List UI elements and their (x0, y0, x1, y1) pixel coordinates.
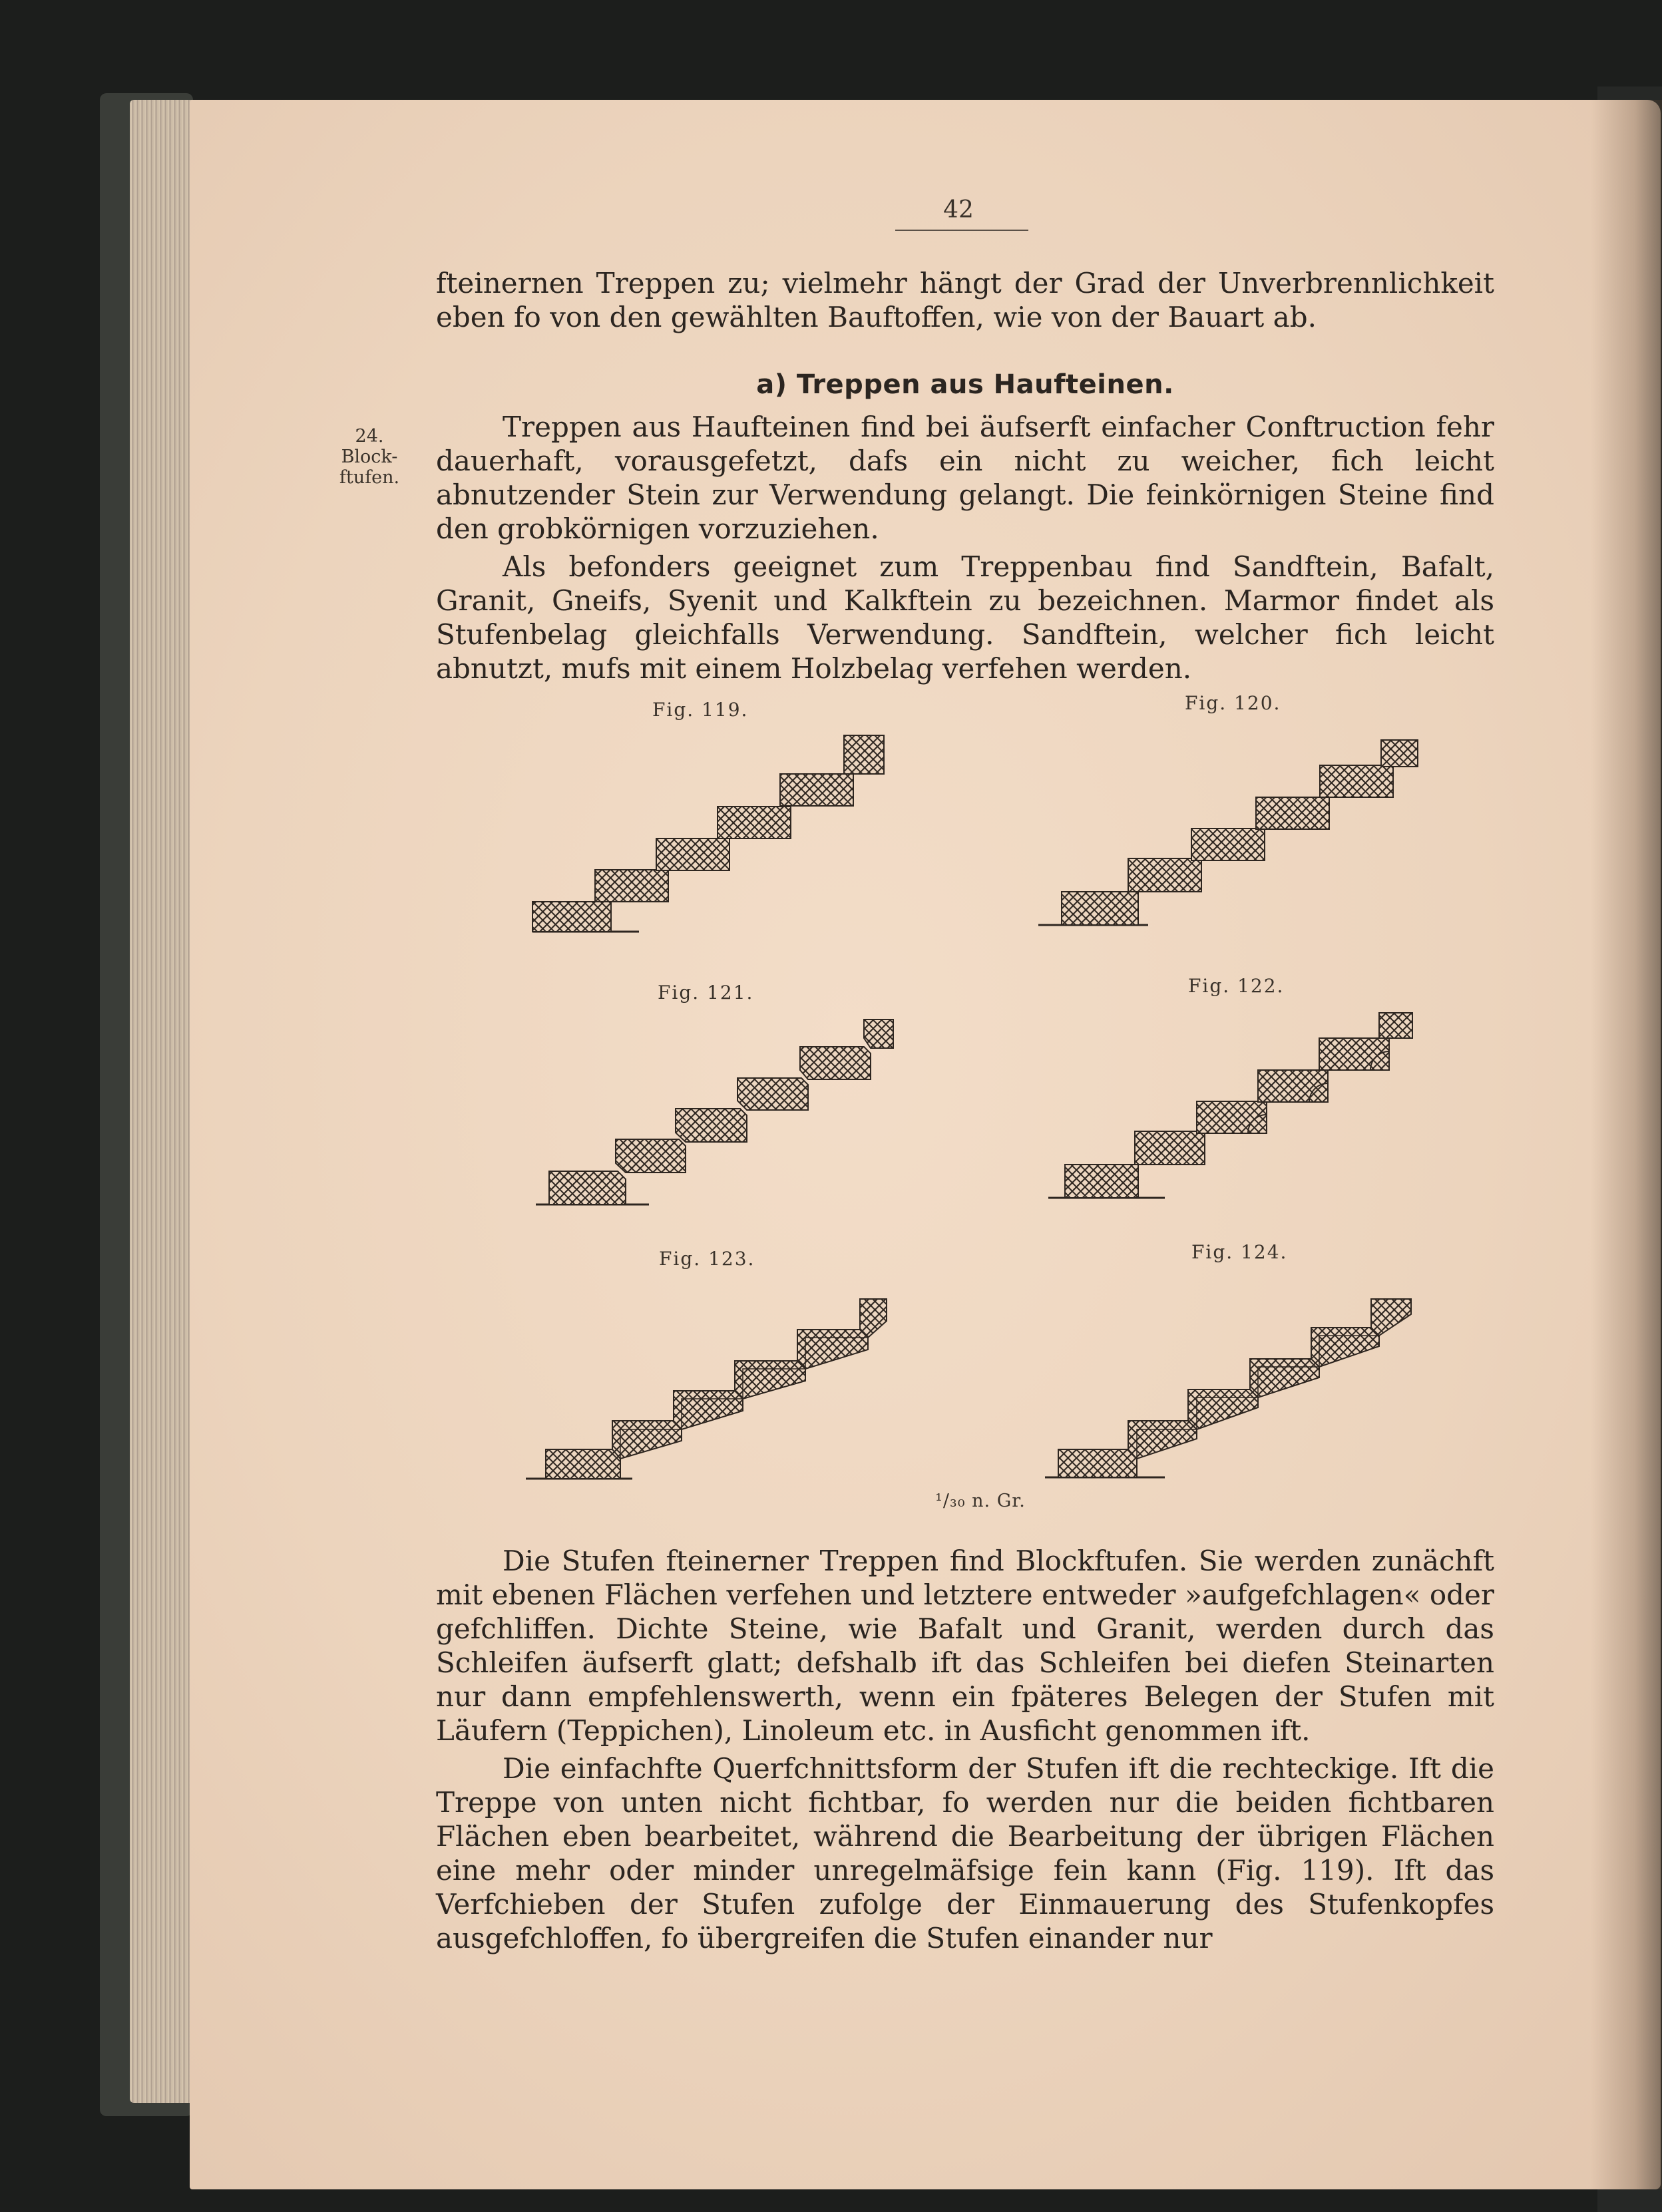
fig-119-drawing (526, 725, 899, 938)
page-number-rule (895, 230, 1028, 231)
paragraph-4: Die einfachfte Querfchnittsform der Stufen ift die rechteckige. Ift die Treppe von unten nicht fichtbar, fo werden nur die beiden fichtbaren Flächen eben bearbeitet, während die Bearbeitung der übrigen Flächen eine mehr oder minder unregelmäfsige fein kann (Fig. 119). Ift das Verfchieben der Stufen zufolge der Einmauerung des Stufenkopfes ausgefchloffen, fo übergreifen die Stufen einander nur (436, 1752, 1494, 1954)
continuation-text (436, 266, 1494, 334)
paragraph-3: Die Stufen fteinerner Treppen find Blockftufen. Sie werden zunächft mit ebenen Flächen verfehen und letztere entweder »aufgefchlagen« oder gefchliffen. Dichte Steine, wie Bafalt und Granit, werden durch das Schleifen äufserft glatt; defshalb ift das Schleifen bei diefen Steinarten nur dann empfehlenswerth, wenn ein fpäteres Belegen der Stufen mit Läufern (Teppichen), Linoleum etc. in Ausficht genommen ift. (436, 1545, 1494, 1747)
fig-121-drawing (526, 1012, 912, 1211)
fig-120-drawing (1035, 732, 1434, 932)
paragraph-1: Treppen aus Haufteinen find bei äufserft einfacher Conftruction fehr dauerhaft, vorausgefetzt, dafs ein nicht zu weicher, fich leicht abnutzender Stein zur Verwendung gelangt. Die feinkörnigen Steine find den grobkörnigen vorzuziehen. (436, 411, 1494, 545)
margin-note (336, 426, 403, 488)
page-number: 42 (943, 196, 974, 224)
intro-text (436, 410, 1494, 689)
fig-124-label: Fig. 124. (1191, 1241, 1288, 1263)
fig-120-label: Fig. 120. (1185, 692, 1281, 714)
page-gutter-shadow (1591, 100, 1662, 2189)
paragraph-2: Als befonders geeignet zum Treppenbau find Sandftein, Bafalt, Granit, Gneifs, Syenit und Kalkftein zu bezeichnen. Marmor findet als Stufenbelag gleichfalls Verwendung. Sandftein, welcher fich leicht abnutzt, mufs mit einem Holzbelag verfehen werden. (436, 550, 1494, 685)
fig-121-label: Fig. 121. (658, 982, 754, 1004)
margin-note-line2: ftufen. (339, 467, 400, 488)
fig-122-label: Fig. 122. (1188, 975, 1285, 997)
margin-note-number: 24. (355, 426, 384, 447)
fig-119-label: Fig. 119. (652, 699, 749, 721)
continuation-paragraph: fteinernen Treppen zu; vielmehr hängt der Grad der Unverbrennlichkeit eben fo von den gewählten Bauftoffen, wie von der Bauart ab. (436, 267, 1494, 333)
fig-123-label: Fig. 123. (659, 1248, 755, 1270)
scale-note: ¹/₃₀ n. Gr. (935, 1491, 1026, 1511)
fig-123-drawing (519, 1284, 905, 1484)
margin-note-line1: Block- (341, 447, 398, 467)
fig-124-drawing (1038, 1284, 1438, 1484)
body-text (436, 1544, 1494, 1959)
fig-122-drawing (1038, 1005, 1438, 1211)
section-heading: a) Treppen aus Haufteinen. (756, 369, 1174, 400)
